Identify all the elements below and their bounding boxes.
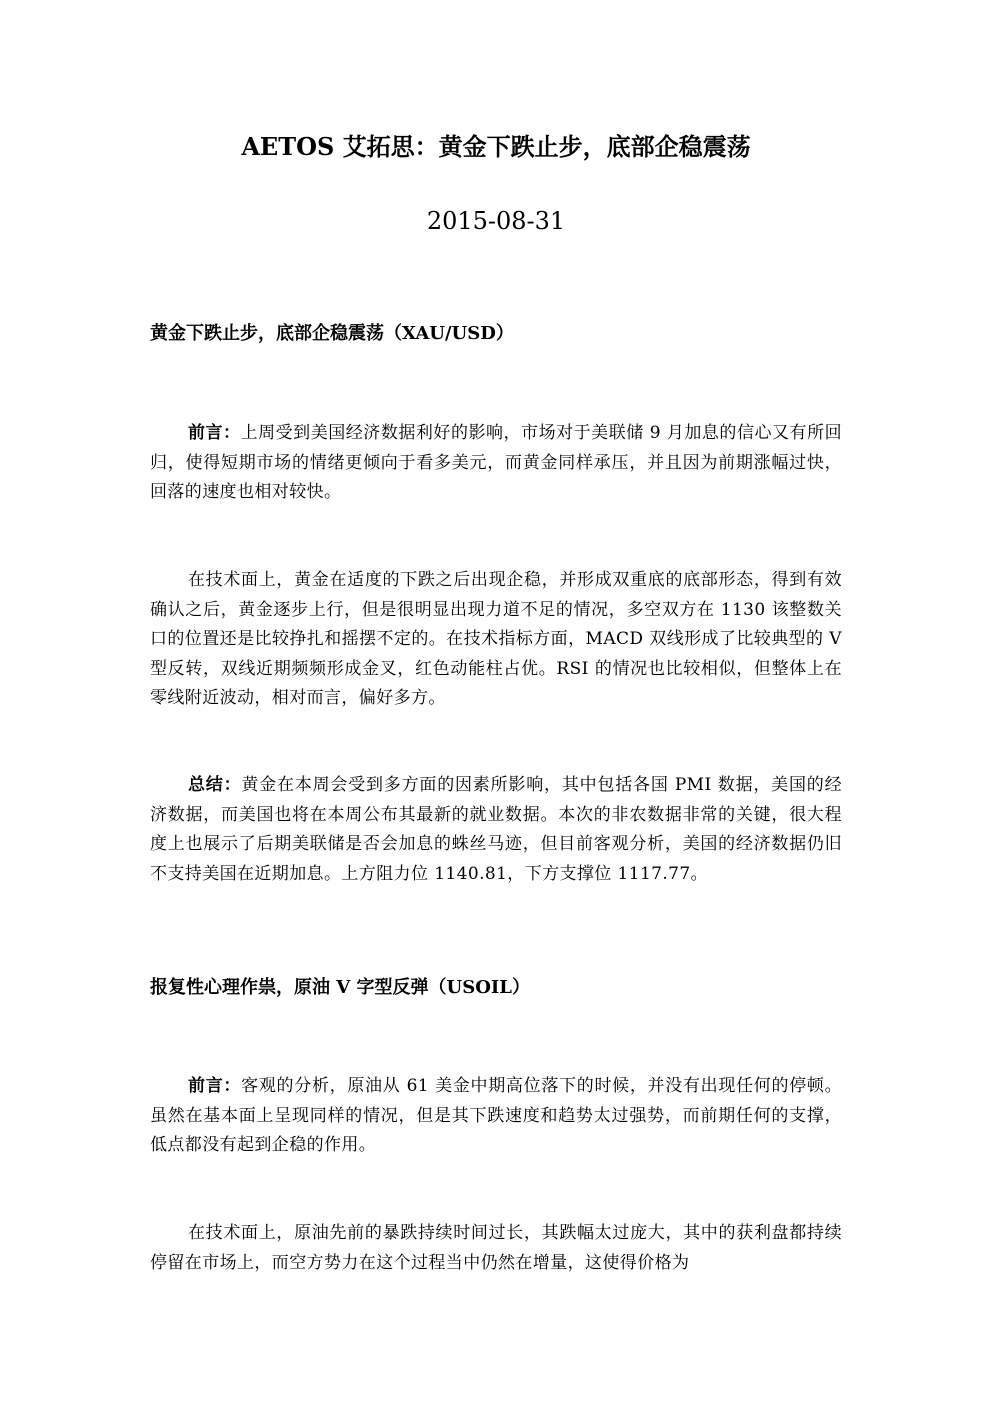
paragraph-text: 在技术面上，黄金在适度的下跌之后出现企稳，并形成双重底的底部形态，得到有效确认之后，黄金逐步上行，但是很明显出现力道不足的情况，多空双方在 1130 该整数关口的位置还是比较挣扎和摇摆不定的。在技术指标方面，MACD 双线形成了比较典型的 V 型反转，双线近期频频形成金叉，红色动能柱占优。RSI 的情况也比较相似，但整体上在零线附近波动，相对而言，偏好多方。: [150, 570, 842, 708]
section-heading-gold: 黄金下跌止步，底部企稳震荡（XAU/USD）: [150, 323, 514, 344]
paragraph-oil-technical: [150, 1219, 842, 1278]
paragraph-gold-summary: [150, 771, 842, 889]
paragraph-text: 在技术面上，原油先前的暴跌持续时间过长，其跌幅太过庞大，其中的获利盘都持续停留在市场上，而空方势力在这个过程当中仍然在增量，这使得价格为: [150, 1223, 842, 1273]
paragraph-text: 上周受到美国经济数据利好的影响，市场对于美联储 9 月加息的信心又有所回归，使得短期市场的情绪更倾向于看多美元，而黄金同样承压，并且因为前期涨幅过快，回落的速度也相对较快。: [150, 423, 842, 502]
paragraph-oil-intro: [150, 1072, 842, 1161]
paragraph-gold-intro: [150, 419, 842, 508]
paragraph-text: 黄金在本周会受到多方面的因素所影响，其中包括各国 PMI 数据，美国的经济数据，而美国也将在本周公布其最新的就业数据。本次的非农数据非常的关键，很大程度上也展示了后期美联储是否会加息的蛛丝马迹，但目前客观分析，美国的经济数据仍旧不支持美国在近期加息。上方阻力位 1140.81，下方支撑位 1117.77。: [150, 775, 842, 884]
paragraph-gold-technical: [150, 566, 842, 714]
paragraph-text: 客观的分析，原油从 61 美金中期高位落下的时候，并没有出现任何的停顿。虽然在基本面上呈现同样的情况，但是其下跌速度和趋势太过强势，而前期任何的支撑，低点都没有起到企稳的作用。: [150, 1076, 843, 1155]
paragraph-lead-label: 总结：: [188, 775, 242, 795]
document-title: AETOS 艾拓思：黄金下跌止步，底部企稳震荡: [241, 132, 751, 161]
document-date: 2015-08-31: [426, 207, 566, 235]
paragraph-lead-label: 前言：: [188, 1076, 242, 1096]
section-heading-oil: 报复性心理作祟，原油 V 字型反弹（USOIL）: [150, 977, 530, 998]
paragraph-lead-label: 前言：: [188, 423, 241, 443]
